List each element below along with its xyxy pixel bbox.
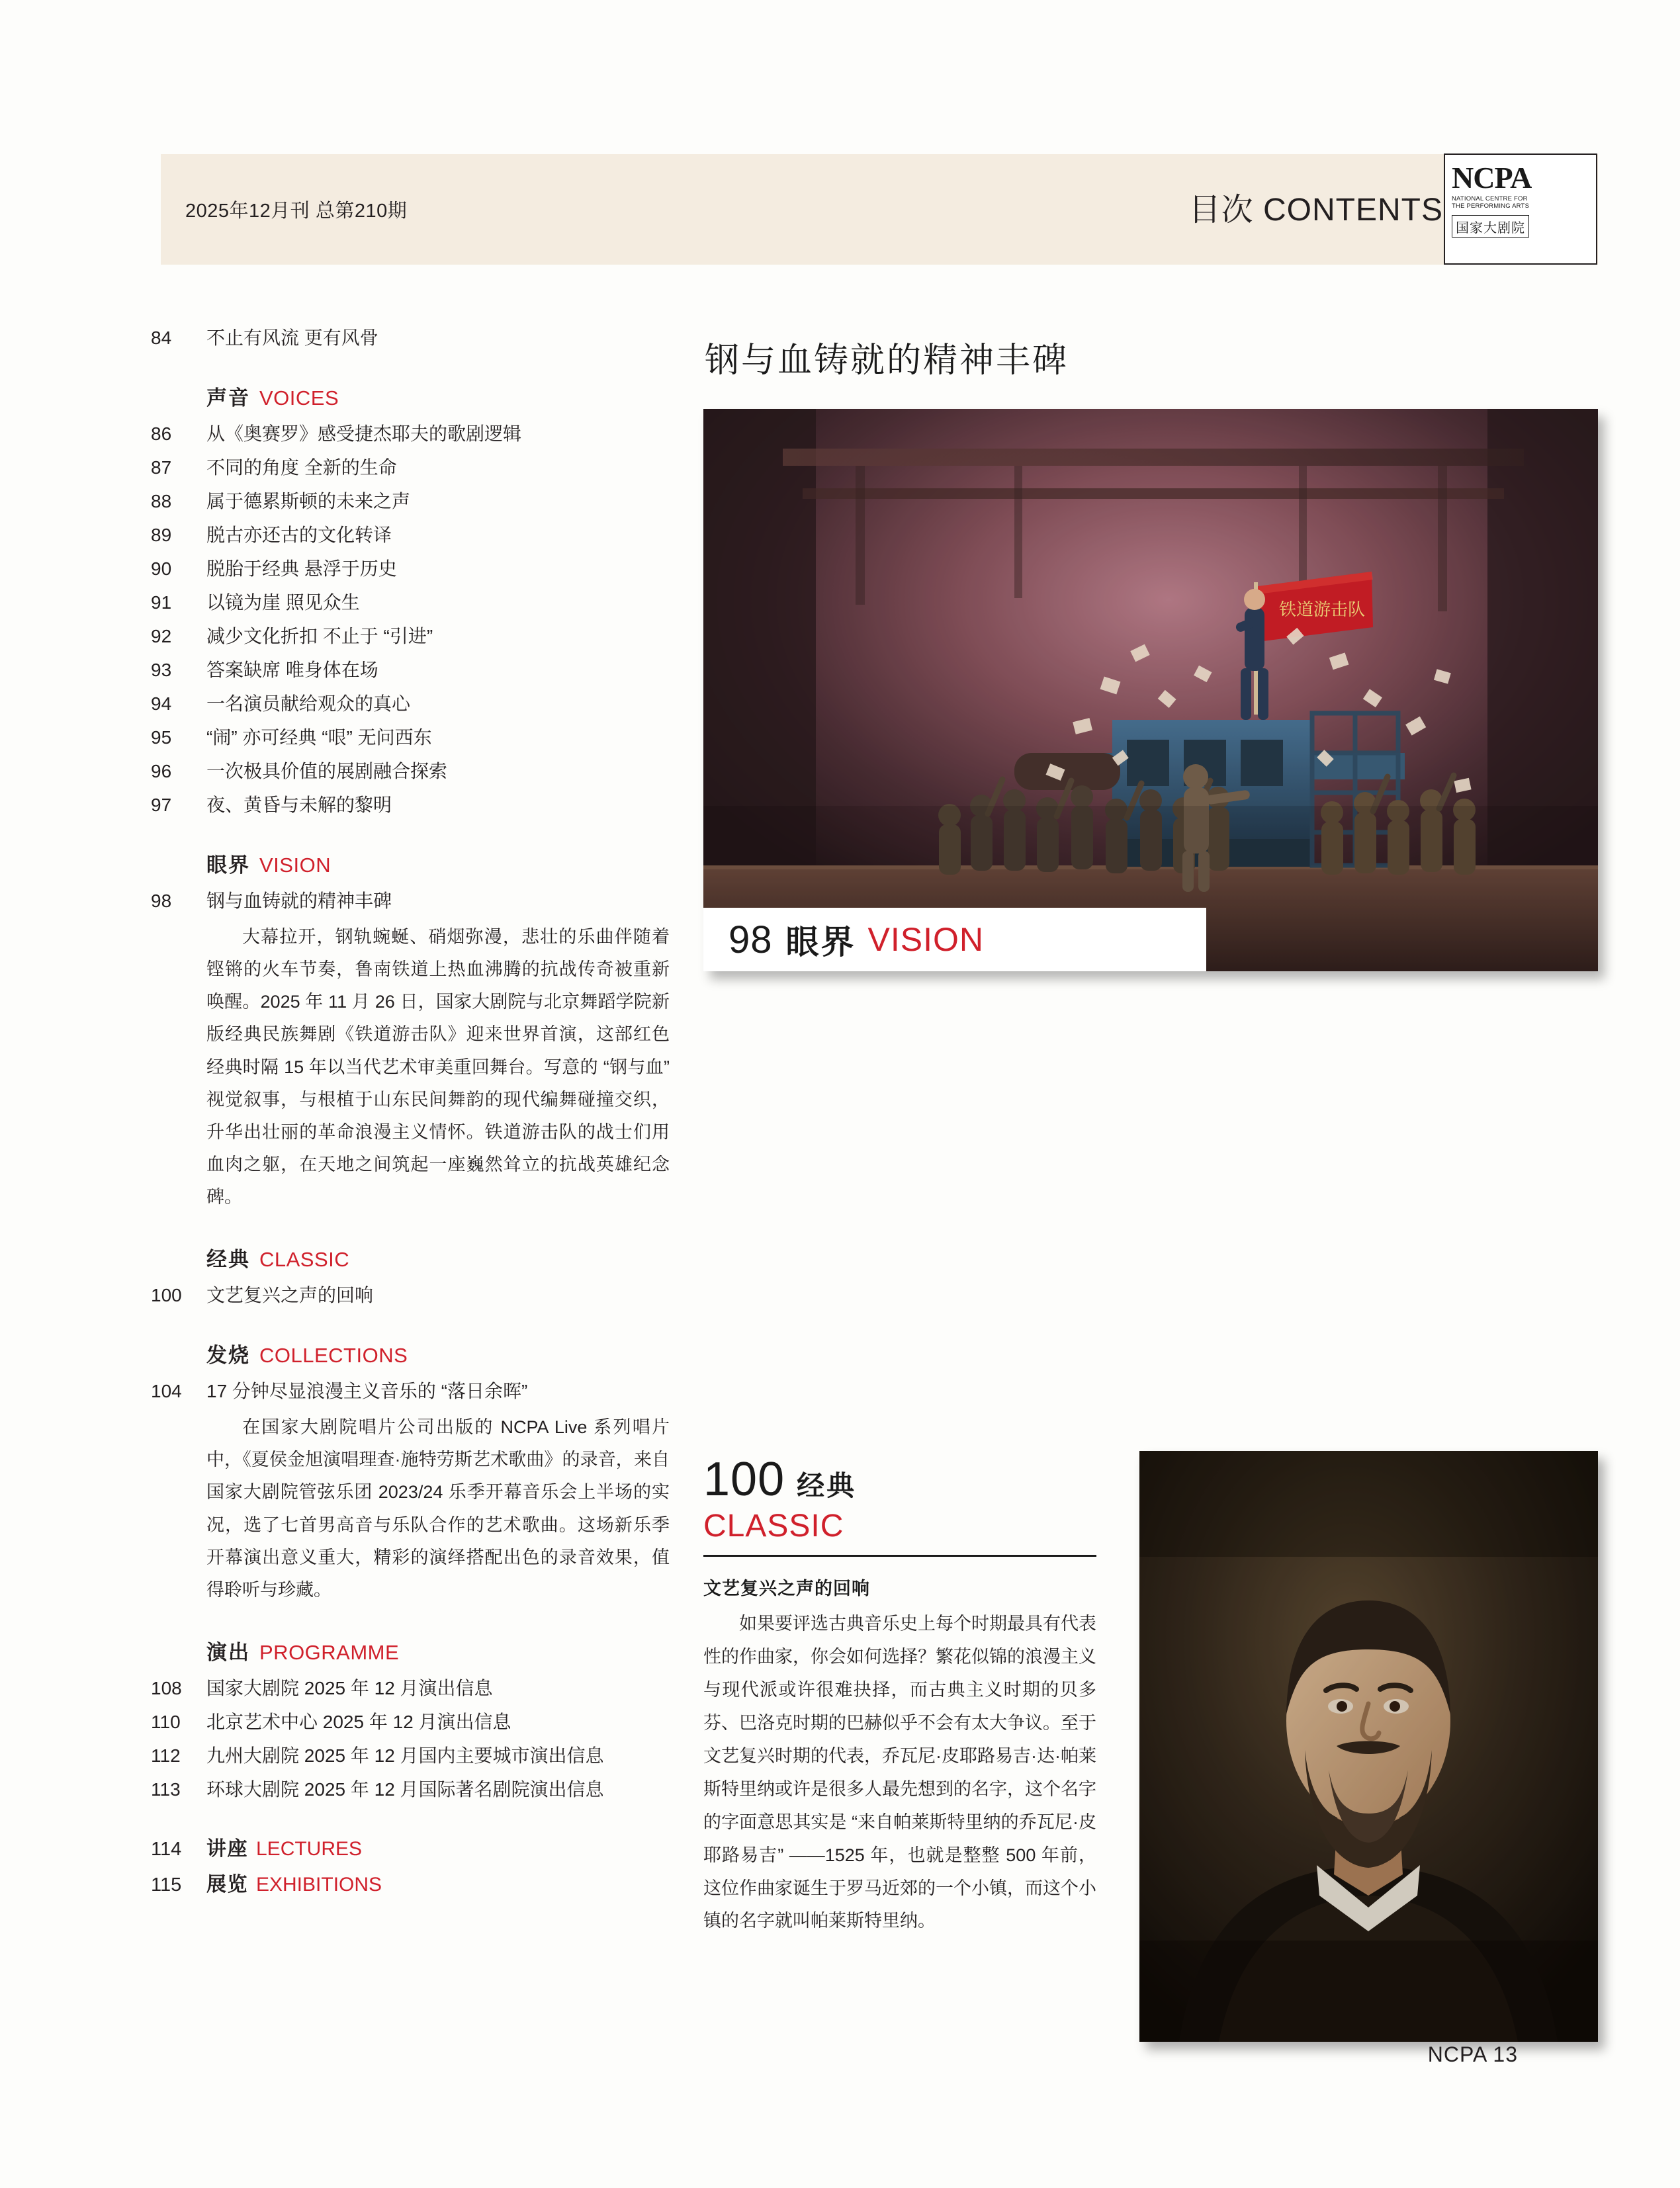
section-title-en: COLLECTIONS bbox=[259, 1344, 408, 1368]
divider bbox=[703, 1555, 1096, 1557]
list-item[interactable] bbox=[151, 1378, 674, 1405]
toc-entry-title: 脱胎于经典 悬浮于历史 bbox=[206, 558, 397, 579]
section-title-en: LECTURES bbox=[256, 1837, 363, 1860]
list-item[interactable] bbox=[151, 1282, 674, 1309]
section-header-classic bbox=[151, 1243, 674, 1272]
list-item-lectures[interactable] bbox=[151, 1832, 674, 1861]
section-title-en: VOICES bbox=[259, 386, 339, 410]
section-title-cn: 展览 bbox=[206, 1873, 248, 1896]
section-title-cn: 演出 bbox=[206, 1640, 250, 1664]
toc-entry-title: 不同的角度 全新的生命 bbox=[206, 457, 397, 478]
section-header-vision bbox=[151, 848, 674, 878]
toc-entry-title: 一次极具价值的展剧融合探索 bbox=[206, 761, 448, 781]
classic-portrait bbox=[1139, 1451, 1598, 2042]
toc-entry-title: 夜、黄昏与未解的黎明 bbox=[206, 795, 392, 815]
toc-page-number: 97 bbox=[151, 795, 172, 815]
toc-entry-title: 一名演员献给观众的真心 bbox=[206, 693, 411, 714]
toc-page-number: 100 bbox=[151, 1285, 182, 1306]
section-title-en: EXHIBITIONS bbox=[256, 1873, 382, 1896]
toc-entry-title: 不止有风流 更有风骨 bbox=[206, 328, 378, 348]
toc-section-summary-collections: 在国家大剧院唱片公司出版的 NCPA Live 系列唱片中，《夏侯金旭演唱理查·施特劳斯艺术歌曲》的录音，来自国家大剧院管弦乐团 2023/24 乐季开幕音乐会上半场的实况，选了七首男高音与乐队合作的艺术歌曲。这场新乐季开幕演出意义重大，精彩的演绎搭配出色的录音效果，值得聆听与珍藏。 bbox=[206, 1417, 670, 1600]
list-item[interactable] bbox=[151, 724, 674, 752]
classic-subtitle: 文艺复兴之声的回响 bbox=[703, 1579, 870, 1598]
toc-page-number: 98 bbox=[151, 891, 172, 911]
toc-entry-title: 脱古亦还古的文化转译 bbox=[206, 525, 392, 545]
section-header-collections bbox=[151, 1338, 674, 1368]
toc-page-number: 95 bbox=[151, 727, 172, 748]
issue-line: 2025年12月刊 总第210期 bbox=[185, 200, 408, 222]
logo-chinese: 国家大剧院 bbox=[1452, 215, 1529, 238]
section-header-voices bbox=[151, 381, 674, 411]
toc-page-number: 104 bbox=[151, 1381, 182, 1402]
section-title-en: VISION bbox=[259, 853, 332, 877]
page-footer: NCPA 13 bbox=[1427, 2042, 1518, 2066]
toc-entry-title: 国家大剧院 2025 年 12 月演出信息 bbox=[206, 1677, 493, 1698]
toc-page-number: 87 bbox=[151, 457, 172, 478]
section-title-cn: 声音 bbox=[206, 386, 250, 410]
classic-page-number: 100 bbox=[703, 1453, 785, 1506]
vision-caption bbox=[703, 908, 1206, 971]
list-item[interactable] bbox=[151, 1742, 674, 1770]
toc-entry-title: 北京艺术中心 2025 年 12 月演出信息 bbox=[206, 1711, 511, 1732]
section-title-en: CLASSIC bbox=[259, 1248, 350, 1272]
toc-entry-title: 答案缺席 唯身体在场 bbox=[206, 660, 378, 680]
table-of-contents bbox=[151, 324, 674, 1904]
list-item[interactable] bbox=[151, 1675, 674, 1702]
list-item[interactable] bbox=[151, 521, 674, 549]
list-item[interactable] bbox=[151, 555, 674, 583]
toc-page-number: 86 bbox=[151, 423, 172, 444]
ncpa-logo bbox=[1444, 153, 1597, 265]
classic-heading bbox=[703, 1453, 1100, 1506]
section-title-cn: 讲座 bbox=[206, 1837, 248, 1860]
feature-title: 钢与血铸就的精神丰碑 bbox=[705, 342, 1069, 380]
list-item[interactable] bbox=[151, 454, 674, 482]
toc-page-number: 115 bbox=[151, 1874, 182, 1896]
toc-page-number: 91 bbox=[151, 592, 172, 613]
toc-page-number: 112 bbox=[151, 1745, 181, 1766]
toc-page-number: 92 bbox=[151, 626, 172, 646]
vision-page-number: 98 bbox=[729, 918, 773, 961]
portrait-illustration bbox=[1139, 1451, 1598, 2042]
vision-label-en: VISION bbox=[867, 921, 984, 958]
toc-page-number: 96 bbox=[151, 761, 172, 781]
list-item[interactable] bbox=[151, 623, 674, 650]
list-item[interactable] bbox=[151, 690, 674, 718]
toc-entry-title: 文艺复兴之声的回响 bbox=[206, 1285, 374, 1306]
list-item[interactable] bbox=[151, 1776, 674, 1804]
section-header-programme bbox=[151, 1636, 674, 1665]
logo-acronym: NCPA bbox=[1452, 161, 1532, 195]
toc-entry-title: 减少文化折扣 不止于 “引进” bbox=[206, 626, 433, 646]
section-title-en: PROGRAMME bbox=[259, 1640, 400, 1664]
section-title-cn: 经典 bbox=[206, 1248, 250, 1272]
classic-section bbox=[703, 1453, 1100, 1938]
toc-page-number: 108 bbox=[151, 1677, 182, 1698]
toc-section-summary-vision: 大幕拉开，钢轨蜿蜒、硝烟弥漫，悲壮的乐曲伴随着铿锵的火车节奏，鲁南铁道上热血沸腾的抗战传奇被重新唤醒。2025 年 11 月 26 日，国家大剧院与北京舞蹈学院新版经典民族舞剧《铁道游击队》迎来世界首演，这部红色经典时隔 15 年以当代艺术审美重回舞台。写意的 “钢与血” 视觉叙事，与根植于山东民间舞韵的现代编舞碰撞交织，升华出壮丽的革命浪漫主义情怀。铁道游击队的战士们用血肉之躯，在天地之间筑起一座巍然耸立的抗战英雄纪念碑。 bbox=[206, 927, 670, 1207]
toc-entry-title: 钢与血铸就的精神丰碑 bbox=[206, 891, 392, 911]
list-item[interactable] bbox=[151, 887, 674, 915]
toc-entry-title: 从《奥赛罗》感受捷杰耶夫的歌剧逻辑 bbox=[206, 423, 522, 444]
toc-page-number: 94 bbox=[151, 693, 172, 714]
toc-page-number: 113 bbox=[151, 1778, 181, 1800]
stage-photo-illustration bbox=[703, 409, 1598, 971]
section-title-cn: 眼界 bbox=[206, 853, 250, 877]
toc-entry-title: “闹” 亦可经典 “哏” 无问西东 bbox=[206, 727, 432, 748]
list-item[interactable] bbox=[151, 758, 674, 785]
toc-entry-title: 17 分钟尽显浪漫主义音乐的 “落日余晖” bbox=[206, 1381, 528, 1402]
feature-photo bbox=[703, 409, 1598, 971]
toc-page-number: 110 bbox=[151, 1711, 181, 1732]
section-title-cn: 发烧 bbox=[206, 1344, 250, 1368]
svg-text:铁道游击队: 铁道游击队 bbox=[1279, 600, 1366, 619]
list-item[interactable] bbox=[151, 324, 674, 352]
classic-label-en: CLASSIC bbox=[703, 1509, 844, 1544]
toc-entry-title: 以镜为崖 照见众生 bbox=[206, 592, 360, 613]
list-item-exhibitions[interactable] bbox=[151, 1868, 674, 1897]
list-item[interactable] bbox=[151, 791, 674, 819]
toc-entry-title: 环球大剧院 2025 年 12 月国际著名剧院演出信息 bbox=[206, 1778, 604, 1800]
list-item[interactable] bbox=[151, 488, 674, 515]
toc-page-number: 84 bbox=[151, 328, 172, 348]
toc-page-number: 88 bbox=[151, 491, 172, 511]
toc-page-number: 114 bbox=[151, 1838, 182, 1860]
page-title: 目次 CONTENTS bbox=[1188, 193, 1443, 228]
list-item[interactable] bbox=[151, 1708, 674, 1736]
list-item[interactable] bbox=[151, 420, 674, 448]
vision-label-cn: 眼界 bbox=[785, 924, 856, 961]
toc-entry-title: 九州大剧院 2025 年 12 月国内主要城市演出信息 bbox=[206, 1745, 604, 1766]
toc-page-number: 89 bbox=[151, 525, 172, 545]
toc-page-number: 93 bbox=[151, 660, 172, 680]
toc-page-number: 90 bbox=[151, 558, 172, 579]
logo-subtitle: NATIONAL CENTRE FOR THE PERFORMING ARTS bbox=[1452, 195, 1530, 210]
list-item[interactable] bbox=[151, 656, 674, 684]
list-item[interactable] bbox=[151, 589, 674, 617]
toc-entry-title: 属于德累斯顿的未来之声 bbox=[206, 491, 411, 511]
classic-body-text: 如果要评选古典音乐史上每个时期最具有代表性的作曲家，你会如何选择？繁花似锦的浪漫主义与现代派或许很难抉择，而古典主义时期的贝多芬、巴洛克时期的巴赫似乎不会有太大争议。至于文艺复兴时期的代表，乔瓦尼·皮耶路易吉·达·帕莱斯特里纳或许是很多人最先想到的名字，这个名字的字面意思其实是 “来自帕莱斯特里纳的乔瓦尼·皮耶路易吉” ——1525 年，也就是整整 500 年前，这位作曲家诞生于罗马近郊的一个小镇，而这个小镇的名字就叫帕莱斯特里纳。 bbox=[703, 1614, 1096, 1931]
classic-label-cn: 经典 bbox=[797, 1470, 857, 1501]
